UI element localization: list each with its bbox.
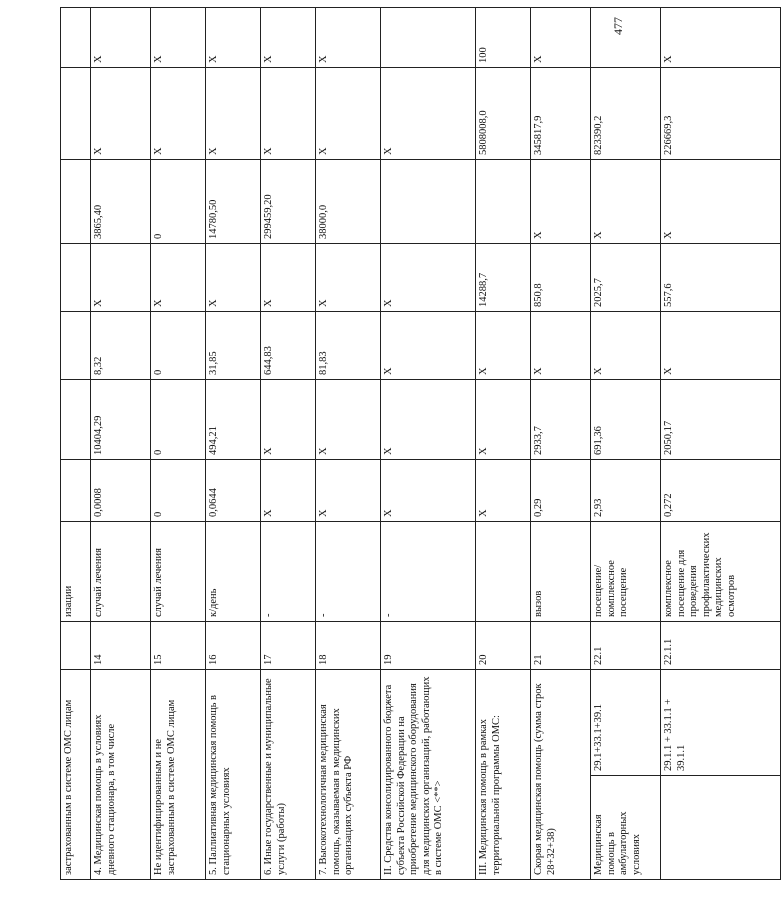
table-row [381, 8, 476, 880]
cell-line: 20 [476, 622, 531, 670]
cell-vol: X [476, 460, 531, 522]
cell-pc_b: 31,85 [206, 312, 261, 380]
cell-vol: 0,0008 [91, 460, 151, 522]
row-name: II. Средства консолидированного бюджета субъекта Российской Федерации на приобретение медицинского оборудования для медицинских организаций, работающих в системе ОМС <**> [381, 670, 476, 880]
cell-sum_b: X [661, 160, 781, 244]
cell-sum_o: X [261, 68, 316, 160]
cell-line: 22.1 [591, 622, 661, 670]
cell-sum_b: X [591, 160, 661, 244]
cell-cost: X [261, 380, 316, 460]
cell-cost: 2050,17 [661, 380, 781, 460]
table-row [61, 8, 91, 880]
cell-vol: X [316, 460, 381, 522]
cell-unit [476, 522, 531, 622]
cell-unit: - [261, 522, 316, 622]
cell-pc_b: X [381, 312, 476, 380]
cell-pc_b: 81,83 [316, 312, 381, 380]
cell-line: 15 [151, 622, 206, 670]
cell-sum_o: X [206, 68, 261, 160]
cell-unit: изации [61, 522, 91, 622]
amb-ref: 29.1+33.1+39.1 [593, 704, 604, 771]
cell-sum_b: 3865,40 [91, 160, 151, 244]
cell-sum_b [381, 160, 476, 244]
cell-sum_b: 38000,0 [316, 160, 381, 244]
row-name: застрахованным в системе ОМС лицам [61, 670, 91, 880]
cell-sum_b: 0 [151, 160, 206, 244]
cell-line: 19 [381, 622, 476, 670]
cell-line: 22.1.1 [661, 622, 781, 670]
cell-pc_o: 14288,7 [476, 244, 531, 312]
cell-pc_b: X [476, 312, 531, 380]
cell-cost [61, 380, 91, 460]
row-name: 4. Медицинская помощь в условиях дневного стационара, в том числе [91, 670, 151, 880]
cell-line: 14 [91, 622, 151, 670]
cell-unit: комплексное посещение для проведения профилактических медицинских осмотров [661, 522, 781, 622]
cell-vol: 0,0644 [206, 460, 261, 522]
cell-pc_o: X [261, 244, 316, 312]
cell-pc_b: X [661, 312, 781, 380]
row-name: 6. Иные государственные и муниципальные услуги (работы) [261, 670, 316, 880]
cell-vol: 2,93 [591, 460, 661, 522]
row-name: 5. Паллиативная медицинская помощь в стационарных условиях [206, 670, 261, 880]
cell-unit: случай лечения [151, 522, 206, 622]
cell-unit: - [381, 522, 476, 622]
cell-pct: X [206, 8, 261, 68]
cell-pct: X [151, 8, 206, 68]
cell-vol: 0 [151, 460, 206, 522]
cell-pc_o: X [91, 244, 151, 312]
page-number: 477 [611, 17, 625, 35]
cell-unit: - [316, 522, 381, 622]
cell-pc_b: X [591, 312, 661, 380]
cell-vol: 0,29 [531, 460, 591, 522]
row-name: 7. Высокотехнологичная медицинская помощь, оказываемая в медицинских организациях субъекта РФ [316, 670, 381, 880]
cell-pc_o [61, 244, 91, 312]
cell-sum_o: X [91, 68, 151, 160]
cell-pc_o: 850,8 [531, 244, 591, 312]
cell-pc_o: 557,6 [661, 244, 781, 312]
cell-sum_o: 345817,9 [531, 68, 591, 160]
cell-cost: 10404,29 [91, 380, 151, 460]
cell-unit: посещение/комплексное посещение [591, 522, 661, 622]
table-row [206, 8, 261, 880]
cell-sum_o: X [316, 68, 381, 160]
table-row [661, 8, 781, 880]
table-row [476, 8, 531, 880]
table-row [316, 8, 381, 880]
cell-unit: вызов [531, 522, 591, 622]
table-row [91, 8, 151, 880]
cell-sum_b [61, 160, 91, 244]
cell-cost: 0 [151, 380, 206, 460]
cell-unit: случай лечения [91, 522, 151, 622]
cell-cost: X [381, 380, 476, 460]
cell-sum_b: 14780,50 [206, 160, 261, 244]
cell-unit: к/день [206, 522, 261, 622]
cell-vol: X [261, 460, 316, 522]
cell-sum_o: X [151, 68, 206, 160]
table-row [531, 8, 591, 880]
cell-cost: X [476, 380, 531, 460]
cell-line: 17 [261, 622, 316, 670]
cell-line [61, 622, 91, 670]
cell-pct [591, 8, 661, 68]
cell-pc_o: 2025,7 [591, 244, 661, 312]
cell-pc_o: X [316, 244, 381, 312]
cell-sum_b: 299459,20 [261, 160, 316, 244]
cell-pct: X [261, 8, 316, 68]
cell-line: 21 [531, 622, 591, 670]
cell-cost: 494,21 [206, 380, 261, 460]
cell-vol: X [381, 460, 476, 522]
cell-pct: X [91, 8, 151, 68]
cell-line: 18 [316, 622, 381, 670]
row-name [591, 670, 661, 880]
cell-sum_o: 226669,3 [661, 68, 781, 160]
cell-pct [61, 8, 91, 68]
cell-sum_o: 5808008,0 [476, 68, 531, 160]
cell-sum_o: X [381, 68, 476, 160]
cell-sum_o: 823390,2 [591, 68, 661, 160]
cell-pc_b: 0 [151, 312, 206, 380]
cell-sum_b [476, 160, 531, 244]
cell-pc_b: 644,83 [261, 312, 316, 380]
cell-cost: 2933,7 [531, 380, 591, 460]
cell-vol: 0,272 [661, 460, 781, 522]
cell-pc_o: X [206, 244, 261, 312]
cell-pc_b: X [531, 312, 591, 380]
financing-table [60, 7, 781, 880]
cell-pc_b: 8,32 [91, 312, 151, 380]
amb-label: Медицинская помощь в амбулаторных условиях [591, 775, 660, 879]
cell-pc_b [61, 312, 91, 380]
cell-pct: X [531, 8, 591, 68]
cell-pct: X [661, 8, 781, 68]
cell-pct: X [316, 8, 381, 68]
cell-pc_o: X [381, 244, 476, 312]
row-name: III. Медицинская помощь в рамках территориальной программы ОМС: [476, 670, 531, 880]
table-row [151, 8, 206, 880]
cell-sum_b: X [531, 160, 591, 244]
cell-sum_o [61, 68, 91, 160]
cell-pct [381, 8, 476, 68]
row-name: Скорая медицинская помощь (сумма строк 28+32+38) [531, 670, 591, 880]
cell-pc_o: X [151, 244, 206, 312]
cell-cost: 691,36 [591, 380, 661, 460]
cell-line: 16 [206, 622, 261, 670]
table-row [591, 8, 661, 880]
cell-vol [61, 460, 91, 522]
amb-ref: 29.1.1 + 33.1.1 + 39.1.1 [663, 698, 687, 771]
row-name [661, 670, 781, 880]
row-name: Не идентифицированным и не застрахованным в системе ОМС лицам [151, 670, 206, 880]
cell-cost: X [316, 380, 381, 460]
table-row [261, 8, 316, 880]
cell-pct: 100 [476, 8, 531, 68]
